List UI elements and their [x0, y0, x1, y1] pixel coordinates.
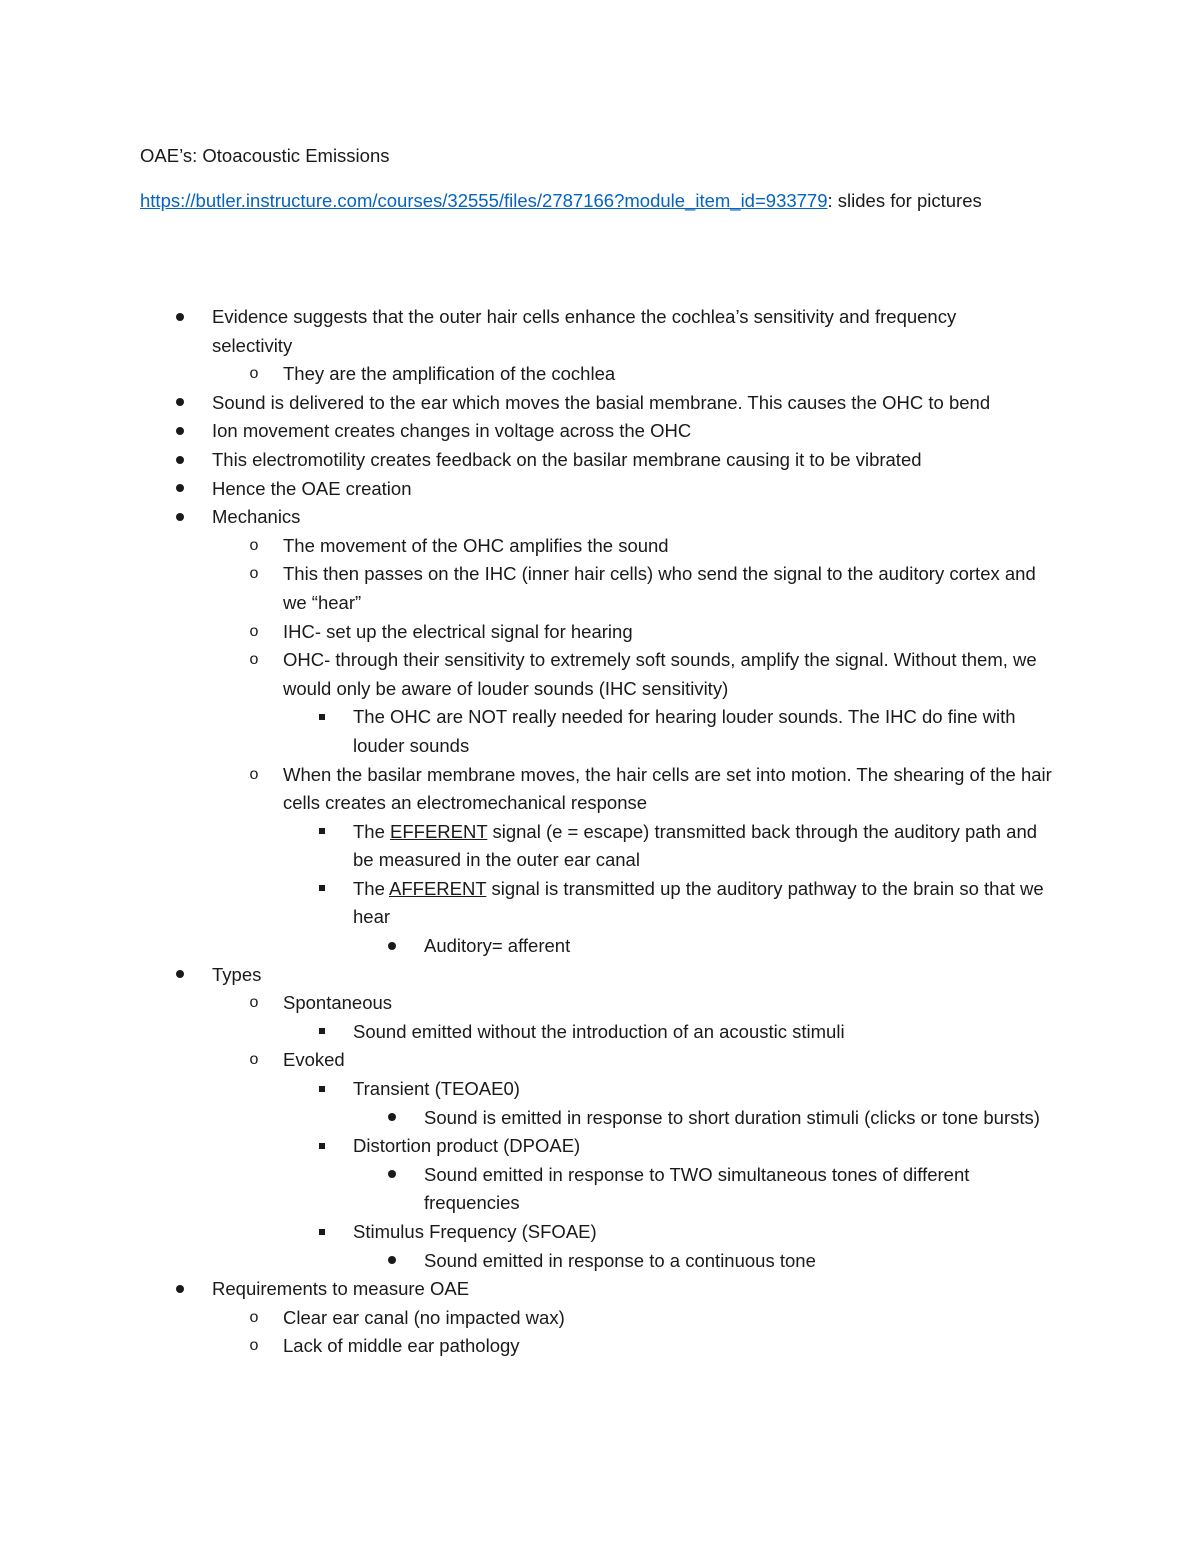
bullet-circle-icon: o [249, 365, 259, 383]
list-item [0, 389, 1200, 418]
text-prefix: The [353, 877, 389, 899]
bullet-dot-icon [170, 446, 190, 475]
bullet-dot-icon [170, 303, 190, 332]
underlined-term: AFFERENT [389, 877, 487, 899]
list-item-text: Lack of middle ear pathology [283, 1335, 520, 1357]
bullet-square-icon [312, 703, 332, 732]
list-item-text: Stimulus Frequency (SFOAE) [353, 1221, 597, 1242]
list-item [0, 703, 1200, 760]
bullet-circle-icon: o [249, 1051, 259, 1069]
bullet-square-icon [312, 1018, 332, 1047]
list-item-text: When the basilar membrane moves, the hair cells are set into motion. The shearing of the hair cells creates an electromechanical response [283, 763, 1052, 814]
bullet-square-icon [312, 1218, 332, 1247]
link-suffix: : slides for pictures [827, 190, 982, 211]
bullet-dot-icon [170, 417, 190, 446]
list-item [0, 1218, 1200, 1247]
list-item [0, 875, 1200, 932]
bullet-dot-icon [170, 1275, 190, 1304]
bullet-dot-icon [170, 475, 190, 504]
list-item [0, 417, 1200, 446]
list-item [0, 1161, 1200, 1218]
list-item [0, 989, 1200, 1018]
bullet-dot-icon [170, 389, 190, 418]
bullet-circle-icon: o [249, 765, 259, 783]
list-item [0, 1275, 1200, 1304]
list-item-text [353, 818, 1058, 875]
list-item-text: Requirements to measure OAE [212, 1278, 470, 1300]
bullet-circle-icon: o [249, 1337, 259, 1355]
list-item-text: Auditory= afferent [424, 935, 571, 957]
link-paragraph [140, 187, 1040, 216]
list-item-text: This then passes on the IHC (inner hair cells) who send the signal to the auditory cortex and we “hear” [283, 563, 1036, 613]
list-item [0, 1132, 1200, 1161]
list-item [0, 475, 1200, 504]
bullet-circle-icon: o [249, 1308, 259, 1326]
list-item [0, 1104, 1200, 1133]
bullet-outline [0, 303, 1200, 1361]
list-item [0, 360, 1200, 389]
list-item-text: This electromotility creates feedback on the basilar membrane causing it to be vibrated [212, 448, 922, 470]
list-item-text: Mechanics [212, 506, 301, 528]
list-item-text: Types [212, 963, 262, 985]
text-suffix: signal (e = escape) transmitted back through the auditory path and be measured in the outer ear canal [353, 820, 1038, 871]
bullet-dot-icon [170, 961, 190, 990]
list-item-text: Transient (TEOAE0) [353, 1078, 520, 1100]
document-title: OAE’s: Otoacoustic Emissions [140, 145, 390, 166]
underlined-term: EFFERENT [390, 820, 488, 842]
list-item-text: Evidence suggests that the outer hair cells enhance the cochlea’s sensitivity and frequency selectivity [212, 306, 957, 356]
bullet-circle-icon: o [249, 565, 259, 583]
bullet-square-icon [312, 818, 332, 847]
list-item-text: Hence the OAE creation [212, 477, 412, 499]
bullet-square-icon [312, 875, 332, 904]
bullet-dot-icon [382, 1247, 402, 1276]
list-item-text: IHC- set up the electrical signal for hearing [283, 620, 633, 642]
bullet-circle-icon: o [249, 651, 259, 669]
list-item-text [353, 875, 1058, 932]
bullet-dot-icon [382, 932, 402, 961]
list-item [0, 303, 1200, 360]
list-item [0, 1046, 1200, 1075]
bullet-circle-icon: o [249, 622, 259, 640]
list-item [0, 818, 1200, 875]
slides-link[interactable]: https://butler.instructure.com/courses/32555/files/2787166?module_item_id=933779 [140, 190, 828, 211]
list-item-text: The movement of the OHC amplifies the sound [283, 534, 669, 556]
list-item-text: Sound is delivered to the ear which moves the basial membrane. This causes the OHC to bend [212, 391, 991, 413]
list-item-text: OHC- through their sensitivity to extremely soft sounds, amplify the signal. Without them, we would only be aware of louder sounds (IHC sensitivity) [283, 649, 1037, 699]
bullet-square-icon [312, 1075, 332, 1104]
bullet-dot-icon [382, 1161, 402, 1190]
list-item [0, 560, 1200, 617]
bullet-circle-icon: o [249, 994, 259, 1012]
list-item [0, 532, 1200, 561]
list-item [0, 1075, 1200, 1104]
list-item [0, 503, 1200, 532]
list-item-text: They are the amplification of the cochlea [283, 363, 616, 385]
list-item [0, 1332, 1200, 1361]
list-item [0, 761, 1200, 818]
list-item-text: Sound emitted in response to a continuous tone [424, 1249, 816, 1271]
list-item [0, 1247, 1200, 1276]
list-item-text: Evoked [283, 1049, 345, 1071]
bullet-dot-icon [170, 503, 190, 532]
list-item [0, 1304, 1200, 1333]
list-item-text: Sound emitted in response to TWO simultaneous tones of different frequencies [424, 1163, 970, 1214]
list-item-text: Sound is emitted in response to short duration stimuli (clicks or tone bursts) [424, 1106, 1040, 1128]
list-item [0, 646, 1200, 703]
bullet-dot-icon [382, 1104, 402, 1133]
text-suffix: signal is transmitted up the auditory pathway to the brain so that we hear [353, 877, 1044, 928]
list-item-text: Ion movement creates changes in voltage across the OHC [212, 420, 692, 442]
list-item [0, 446, 1200, 475]
list-item-text: Spontaneous [283, 992, 393, 1014]
list-item-text: Clear ear canal (no impacted wax) [283, 1306, 565, 1328]
bullet-circle-icon: o [249, 536, 259, 554]
list-item-text: Distortion product (DPOAE) [353, 1135, 581, 1157]
list-item [0, 1018, 1200, 1047]
list-item [0, 961, 1200, 990]
list-item-text: The OHC are NOT really needed for hearing louder sounds. The IHC do fine with louder sounds [353, 706, 1016, 756]
list-item-text: Sound emitted without the introduction of an acoustic stimuli [353, 1020, 845, 1042]
list-item [0, 618, 1200, 647]
bullet-square-icon [312, 1132, 332, 1161]
text-prefix: The [353, 820, 391, 842]
list-item [0, 932, 1200, 961]
